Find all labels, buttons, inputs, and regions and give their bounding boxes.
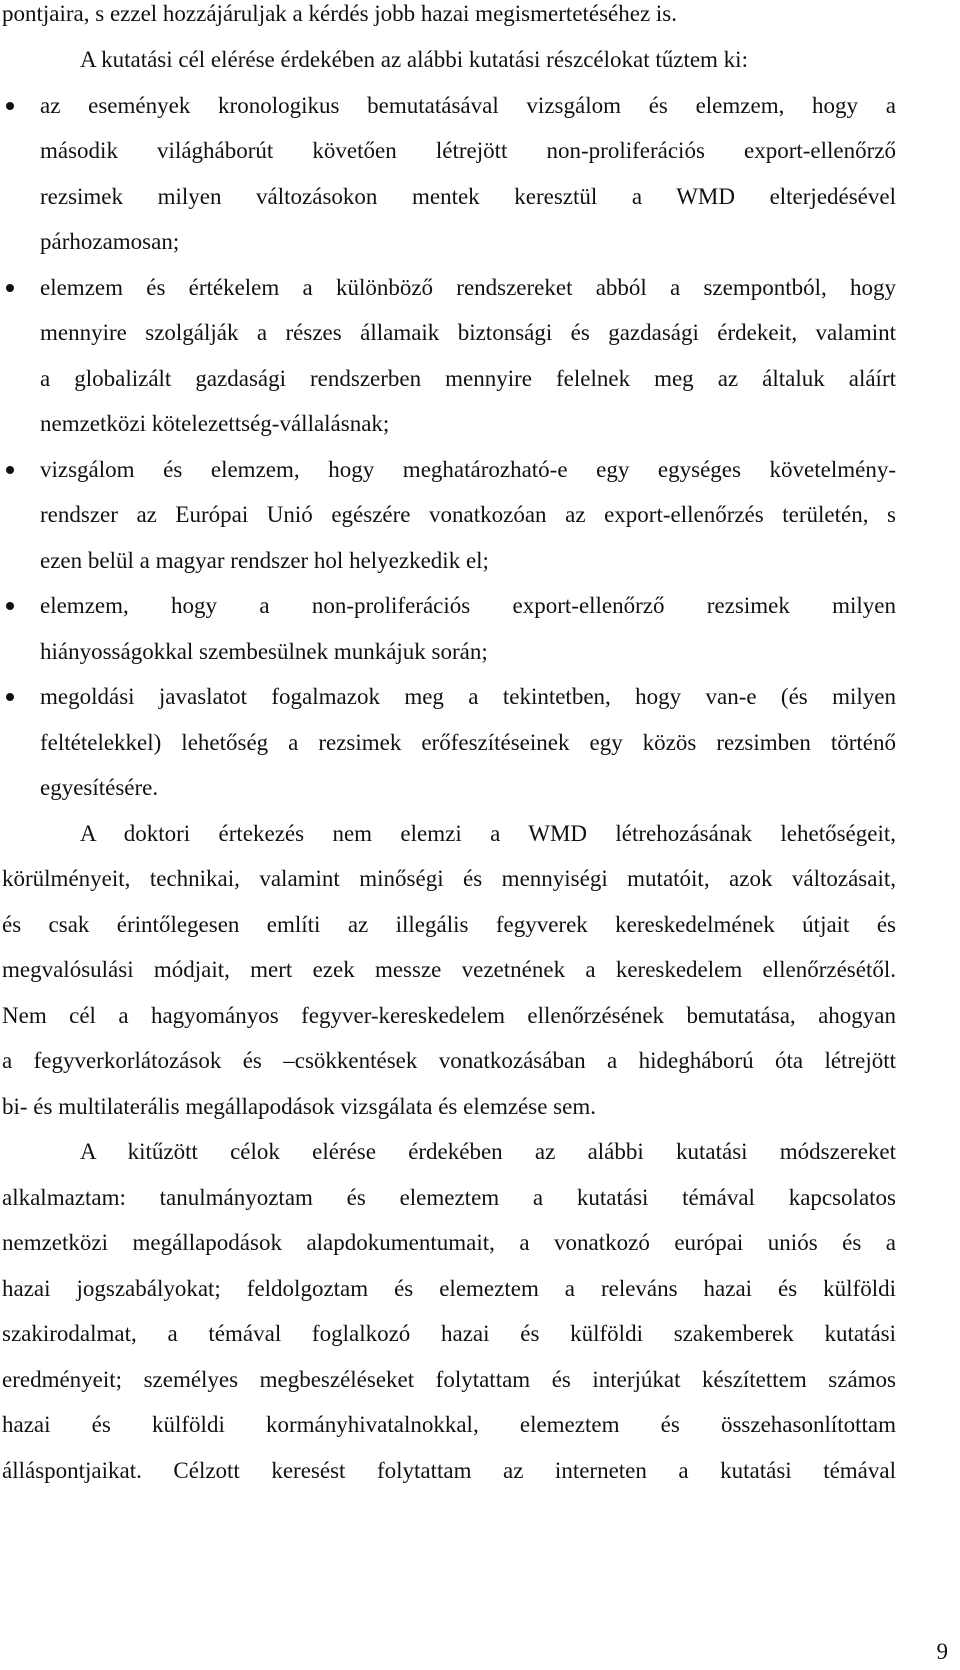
bullet-icon (6, 284, 14, 292)
text-line: második világháborút követően létrejött non-proliferációs export-ellenőrző (40, 138, 896, 163)
text-line: hazai jogszabályokat; feldolgoztam és elemeztem a releváns hazai és külföldi (2, 1276, 896, 1301)
bullet-icon (6, 602, 14, 610)
text-line: alkalmaztam: tanulmányoztam és elemeztem a kutatási témával kapcsolatos (2, 1185, 896, 1210)
text-line: a fegyverkorlátozások és –csökkentések vonatkozásában a hidegháború óta létrejött (2, 1048, 896, 1073)
page-number: 9 (936, 1639, 948, 1664)
text-line: a globalizált gazdasági rendszerben mennyire felelnek meg az általuk aláírt (40, 366, 896, 391)
text-line: körülményeit, technikai, valamint minőségi és mennyiségi mutatóit, azok változásait, (2, 866, 896, 891)
text-line: pontjaira, s ezzel hozzájáruljak a kérdés jobb hazai megismertetéséhez is. (2, 1, 677, 26)
text-line: nemzetközi kötelezettség-vállalásnak; (40, 411, 390, 436)
text-line: A kitűzött célok elérése érdekében az alábbi kutatási módszereket (80, 1139, 896, 1164)
bullet-icon (6, 102, 14, 110)
text-line: feltételekkel) lehetőség a rezsimek erőfeszítéseinek egy közös rezsimben történő (40, 730, 896, 755)
bullet-icon (6, 466, 14, 474)
text-line: mennyire szolgálják a részes államaik biztonsági és gazdasági érdekeit, valamint (40, 320, 896, 345)
text-line: A doktori értekezés nem elemzi a WMD létrehozásának lehetőségeit, (80, 821, 896, 846)
text-line: megvalósulási módjait, mert ezek messze vezetnének a kereskedelem ellenőrzésétől. (2, 957, 896, 982)
text-line: ezen belül a magyar rendszer hol helyezkedik el; (40, 548, 489, 573)
text-line: rendszer az Európai Unió egészére vonatkozóan az export-ellenőrzés területén, s (40, 502, 896, 527)
text-line: szakirodalmat, a témával foglalkozó hazai és külföldi szakemberek kutatási (2, 1321, 896, 1346)
bullet-icon (6, 693, 14, 701)
text-line: párhozamosan; (40, 229, 180, 254)
text-line: eredményeit; személyes megbeszéléseket folytattam és interjúkat készítettem számos (2, 1367, 896, 1392)
text-line: hiányosságokkal szembesülnek munkájuk során; (40, 639, 488, 664)
text-line: álláspontjaikat. Célzott keresést folytattam az interneten a kutatási témával (2, 1458, 896, 1483)
text-line: megoldási javaslatot fogalmazok meg a tekintetben, hogy van-e (és milyen (40, 684, 896, 709)
text-line: és csak érintőlegesen említi az illegális fegyverek kereskedelmének útjait és (2, 912, 896, 937)
text-line: elemzem, hogy a non-proliferációs export-ellenőrző rezsimek milyen (40, 593, 896, 618)
text-line: vizsgálom és elemzem, hogy meghatározható-e egy egységes követelmény- (40, 457, 896, 482)
text-line: bi- és multilaterális megállapodások vizsgálata és elemzése sem. (2, 1094, 596, 1119)
text-line: egyesítésére. (40, 775, 159, 800)
text-line: hazai és külföldi kormányhivatalnokkal, elemeztem és összehasonlítottam (2, 1412, 896, 1437)
text-line: elemzem és értékelem a különböző rendszereket abból a szempontból, hogy (40, 275, 896, 300)
text-line: nemzetközi megállapodások alapdokumentumait, a vonatkozó európai uniós és a (2, 1230, 896, 1255)
text-line: Nem cél a hagyományos fegyver-kereskedelem ellenőrzésének bemutatása, ahogyan (2, 1003, 896, 1028)
text-line: rezsimek milyen változásokon mentek keresztül a WMD elterjedésével (40, 184, 896, 209)
text-line: A kutatási cél elérése érdekében az alábbi kutatási részcélokat tűztem ki: (80, 47, 748, 72)
text-line: az események kronologikus bemutatásával vizsgálom és elemzem, hogy a (40, 93, 896, 118)
